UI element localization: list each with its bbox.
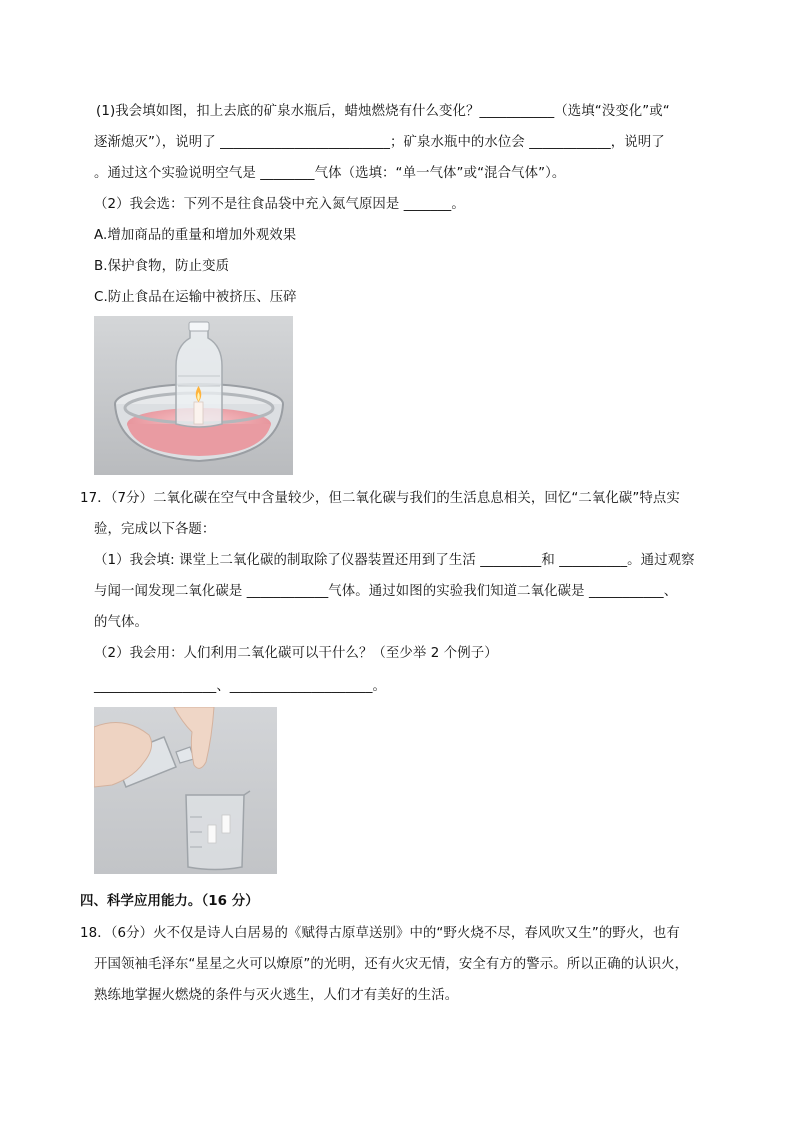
q18-line2: 开国领袖毛泽东“星星之火可以燎原”的光明，还有火灾无情，安全有方的警示。所以正确的认识火， xyxy=(94,957,689,972)
candle-bottle-photo xyxy=(94,316,293,475)
q18-line1: 18．（6分）火不仅是诗人白居易的《赋得古原草送别》中的“野火烧不尽，春风吹又生”的野火，也有 xyxy=(80,926,680,941)
q16-option-c: C.防止食品在运输中被挤压、压碎 xyxy=(94,290,297,305)
q17-part1-line1: （1）我会填: 课堂上二氧化碳的制取除了仪器装置还用到了生活 _________和 __________。通过观察 xyxy=(94,553,695,568)
q17-part1-line3: 的气体。 xyxy=(94,615,148,630)
q17-line1: 17．（7分）二氧化碳在空气中含量较少，但二氧化碳与我们的生活息息相关，回忆“二氧化碳”特点实 xyxy=(80,491,680,506)
q16-part1-line2: 逐渐熄灭”），说明了 _________________________；矿泉水瓶中的水位会 ____________，说明了 xyxy=(94,135,665,150)
q16-part2-question: （2）我会选：下列不是往食品袋中充入氮气原因是 _______。 xyxy=(94,197,465,212)
q17-part2-answer: __________________、_____________________。 xyxy=(94,679,386,694)
q17-part2-question: （2）我会用：人们利用二氧化碳可以干什么？（至少举 2 个例子） xyxy=(94,646,498,661)
q17-part1-line2: 与闻一闻发现二氧化碳是 ____________气体。通过如图的实验我们知道二氧化碳是 ___________、 xyxy=(94,584,678,599)
q16-option-b: B.保护食物，防止变质 xyxy=(94,259,230,274)
q16-part1-line1: (1)我会填如图，扣上去底的矿泉水瓶后，蜡烛燃烧有什么变化？___________（选填“没变化”或“ xyxy=(96,104,670,119)
q17-line2: 验，完成以下各题： xyxy=(94,522,216,537)
q16-option-a: A.增加商品的重量和增加外观效果 xyxy=(94,228,297,243)
section4-heading: 四、科学应用能力。（16 分） xyxy=(80,894,259,909)
q18-line3: 熟练地掌握火燃烧的条件与灭火逃生，人们才有美好的生活。 xyxy=(94,988,459,1003)
co2-pouring-photo xyxy=(94,707,277,874)
q16-part1-line3: 。通过这个实验说明空气是 ________气体（选填：“单一气体”或“混合气体”）。 xyxy=(94,166,566,181)
